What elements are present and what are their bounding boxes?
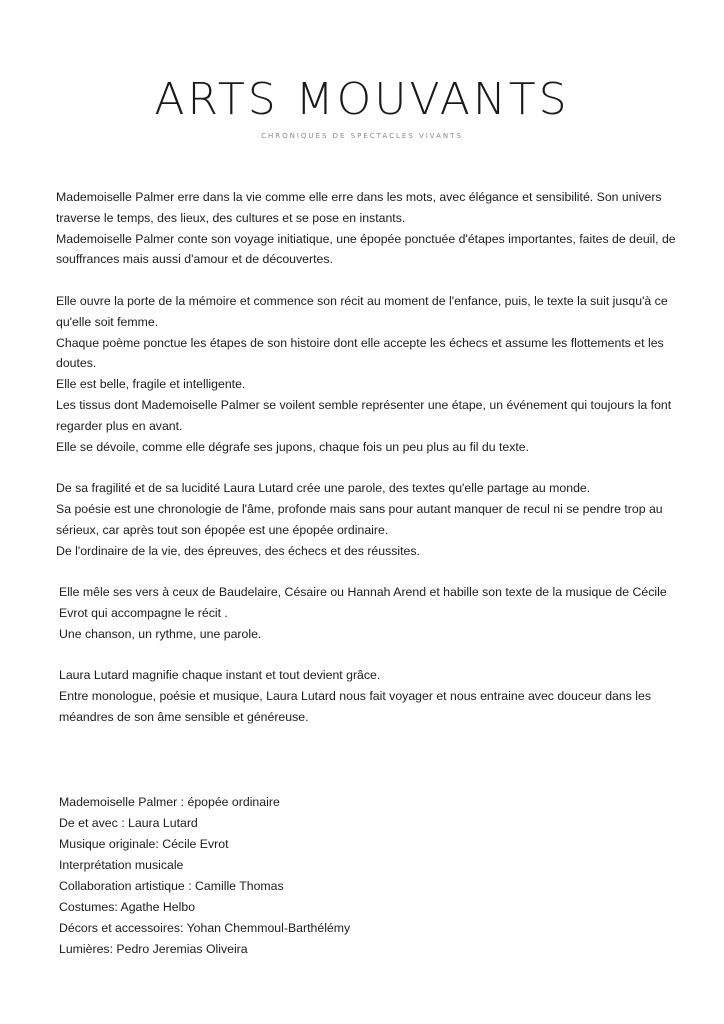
paragraph-verses [56,582,676,644]
credit-line: Lumières: Pedro Jeremias Oliveira [59,942,248,956]
text-line: Elle se dévoile, comme elle dégrafe ses jupons, chaque fois un peu plus au fil du texte. [56,439,530,454]
text-line: Les tissus dont Mademoiselle Palmer se voilent semble représenter une étape, un événement qui toujours la font regarder plus en avant. [56,397,672,433]
site-tagline: CHRONIQUES DE SPECTACLES VIVANTS [261,132,463,140]
credit-line: Mademoiselle Palmer : épopée ordinaire [59,795,280,809]
text-line: Laura Lutard magnifie chaque instant et tout devient grâce. [59,668,381,683]
text-line: De l'ordinaire de la vie, des épreuves, des échecs et des réussites. [56,543,420,558]
paragraph-conclusion [56,665,676,727]
paragraph-intro [56,187,676,270]
credit-line: Musique originale: Cécile Evrot [59,837,229,851]
text-line: Elle mêle ses vers à ceux de Baudelaire, Césaire ou Hannah Arend et habille son texte de la musique de Cécile Evrot qui accompagne le récit . [59,585,667,620]
text-line: Entre monologue, poésie et musique, Laura Lutard nous fait voyager et nous entraine avec douceur dans les méandres de son âme sensible et généreuse. [59,689,651,724]
text-line: Elle ouvre la porte de la mémoire et commence son récit au moment de l'enfance, puis, le texte la suit jusqu'à ce qu'elle soit femme. [56,293,668,329]
text-line: De sa fragilité et de sa lucidité Laura Lutard crée une parole, des textes qu'elle partage au monde. [56,481,591,496]
show-credits [59,792,679,960]
credit-line: Costumes: Agathe Helbo [59,900,196,914]
credit-line: De et avec : Laura Lutard [59,816,198,830]
credit-line: Interprétation musicale [59,858,184,872]
credit-line: Décors et accessoires: Yohan Chemmoul-Barthélémy [59,921,351,935]
masthead [0,74,724,140]
site-title[interactable]: ARTS MOUVANTS [154,74,570,125]
paragraph-memory [56,291,676,457]
credit-line: Collaboration artistique : Camille Thomas [59,879,284,893]
text-line: Mademoiselle Palmer conte son voyage initiatique, une épopée ponctuée d'étapes importantes, faites de deuil, de souffrances mais aussi d'amour et de découvertes. [56,231,676,267]
text-line: Une chanson, un rythme, une parole. [59,626,262,641]
paragraph-lucidity [56,478,676,561]
text-line: Sa poésie est une chronologie de l'âme, profonde mais sans pour autant manquer de recul ni se pendre trop au sérieux, car après tout son épopée est une épopée ordinaire. [56,501,663,537]
text-line: Chaque poème ponctue les étapes de son histoire dont elle accepte les échecs et assume les flottements et les doutes. [56,335,664,371]
text-line: Mademoiselle Palmer erre dans la vie comme elle erre dans les mots, avec élégance et sensibilité. Son univers traverse le temps, des lieux, des cultures et se pose en instants. [56,190,662,225]
text-line: Elle est belle, fragile et intelligente. [56,377,246,392]
article-body [56,187,676,749]
